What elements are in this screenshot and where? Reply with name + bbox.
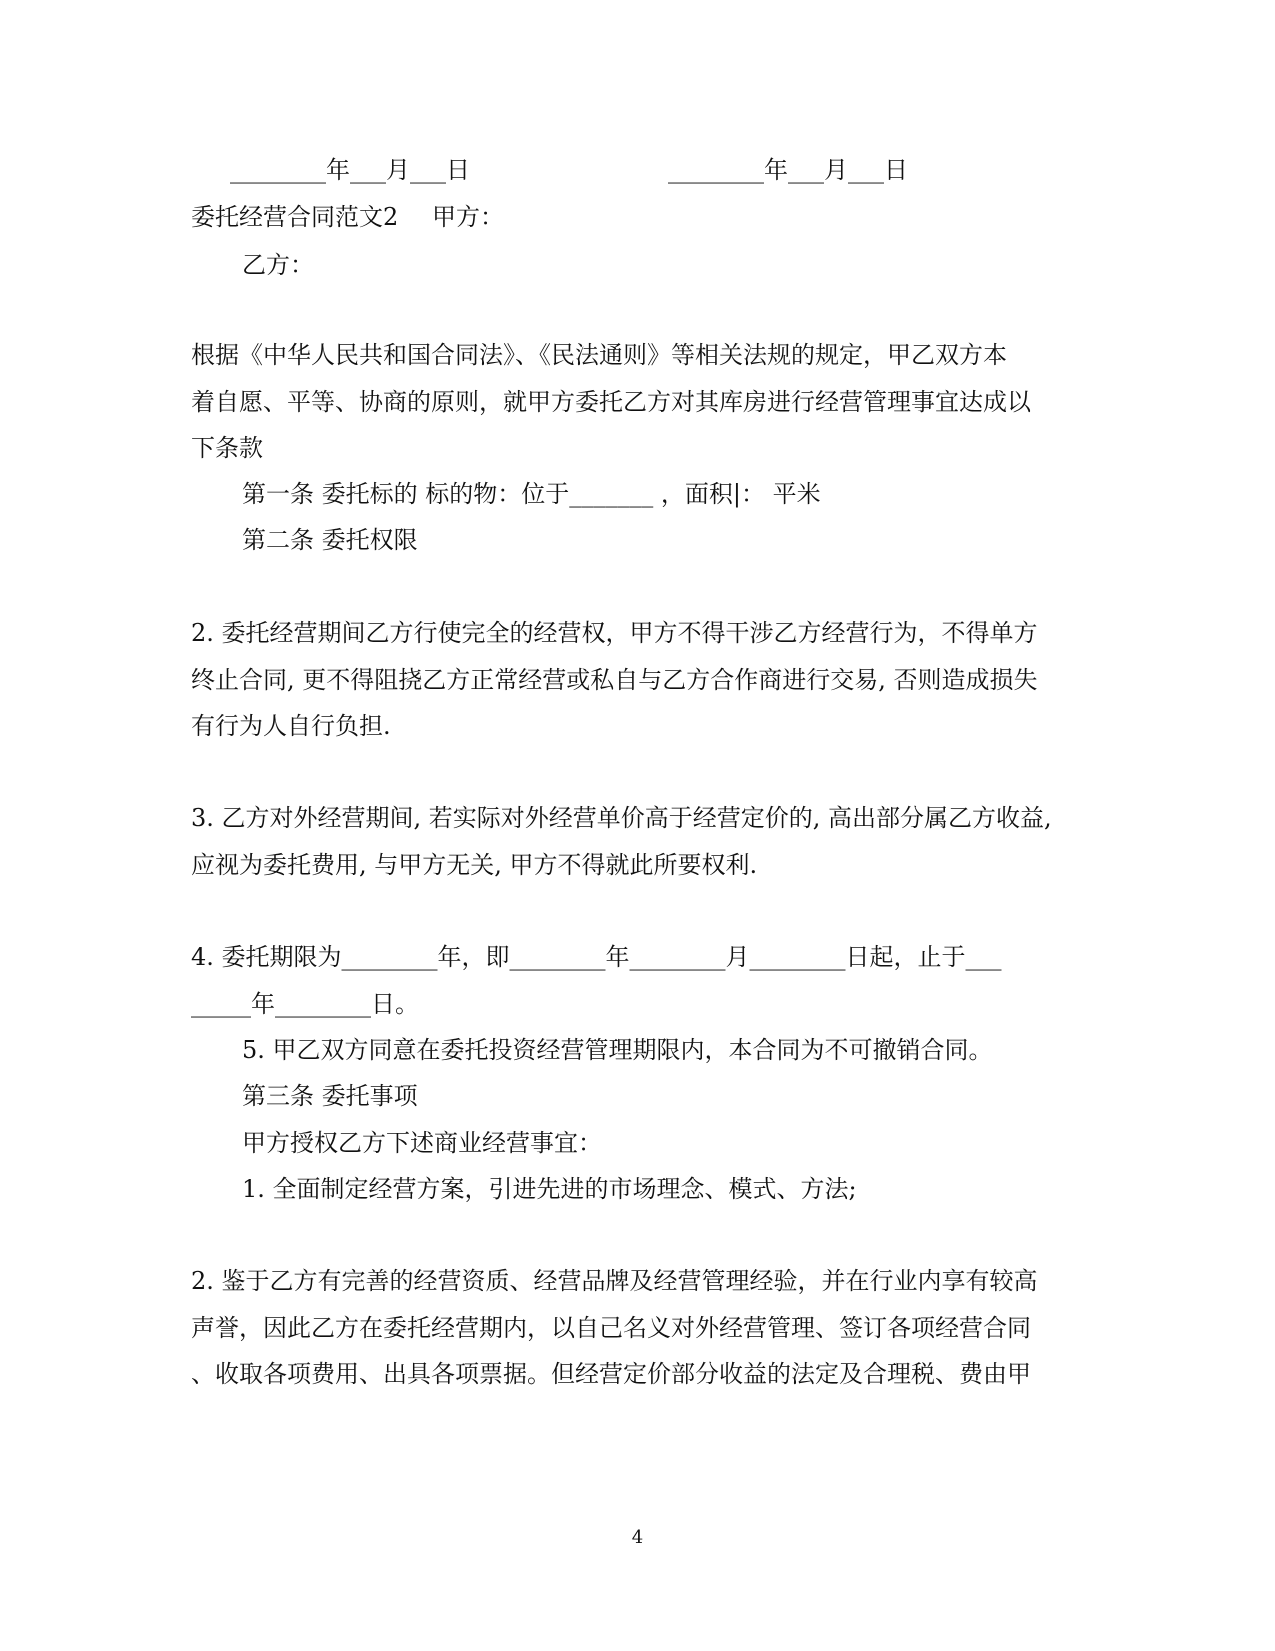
article-2: 第二条 委托权限 xyxy=(242,526,418,554)
date-left: ________年___月___日 xyxy=(230,156,470,184)
page-number: 4 xyxy=(631,1527,644,1548)
article-1: 第一条 委托标的 标的物：位于_______ ，面积|： 平米 xyxy=(242,480,821,508)
item-2-line-3: 、收取各项费用、出具各项票据。但经营定价部分收益的法定及合理税、费由甲 xyxy=(191,1360,1031,1388)
clause-3-line-2: 应视为委托费用, 与甲方无关, 甲方不得就此所要权利. xyxy=(191,851,758,879)
clause-2-line-1: 2. 委托经营期间乙方行使完全的经营权，甲方不得干涉乙方经营行为，不得单方 xyxy=(191,619,1038,647)
authorization-intro: 甲方授权乙方下述商业经营事宜： xyxy=(242,1129,602,1157)
item-1: 1. 全面制定经营方案，引进先进的市场理念、模式、方法; xyxy=(242,1175,857,1203)
intro-line-2: 着自愿、平等、协商的原则，就甲方委托乙方对其库房进行经营管理事宜达成以 xyxy=(191,388,1031,416)
intro-line-1: 根据《中华人民共和国合同法》、《民法通则》等相关法规的规定，甲乙双方本 xyxy=(191,341,1007,369)
item-2-line-2: 声誉，因此乙方在委托经营期内，以自己名义对外经营管理、签订各项经营合同 xyxy=(191,1314,1031,1342)
article-3: 第三条 委托事项 xyxy=(242,1082,418,1110)
clause-2-line-2: 终止合同, 更不得阻挠乙方正常经营或私自与乙方合作商进行交易, 否则造成损失 xyxy=(191,666,1038,694)
clause-4-line-1: 4. 委托期限为________年，即________年________月________日起，止于___ xyxy=(191,943,1002,971)
date-right: ________年___月___日 xyxy=(668,156,908,184)
party-b-label: 乙方： xyxy=(242,251,314,279)
clause-4-line-2: _____年________日。 xyxy=(191,990,419,1018)
clause-2-line-3: 有行为人自行负担. xyxy=(191,712,391,740)
intro-line-3: 下条款 xyxy=(191,434,263,462)
party-a-label: 甲方： xyxy=(432,203,504,231)
clause-3-line-1: 3. 乙方对外经营期间, 若实际对外经营单价高于经营定价的, 高出部分属乙方收益, xyxy=(191,804,1052,832)
clause-5: 5. 甲乙双方同意在委托投资经营管理期限内，本合同为不可撤销合同。 xyxy=(242,1036,993,1064)
item-2-line-1: 2. 鉴于乙方有完善的经营资质、经营品牌及经营管理经验，并在行业内享有较高 xyxy=(191,1267,1038,1295)
document-title: 委托经营合同范文2 xyxy=(191,203,399,231)
